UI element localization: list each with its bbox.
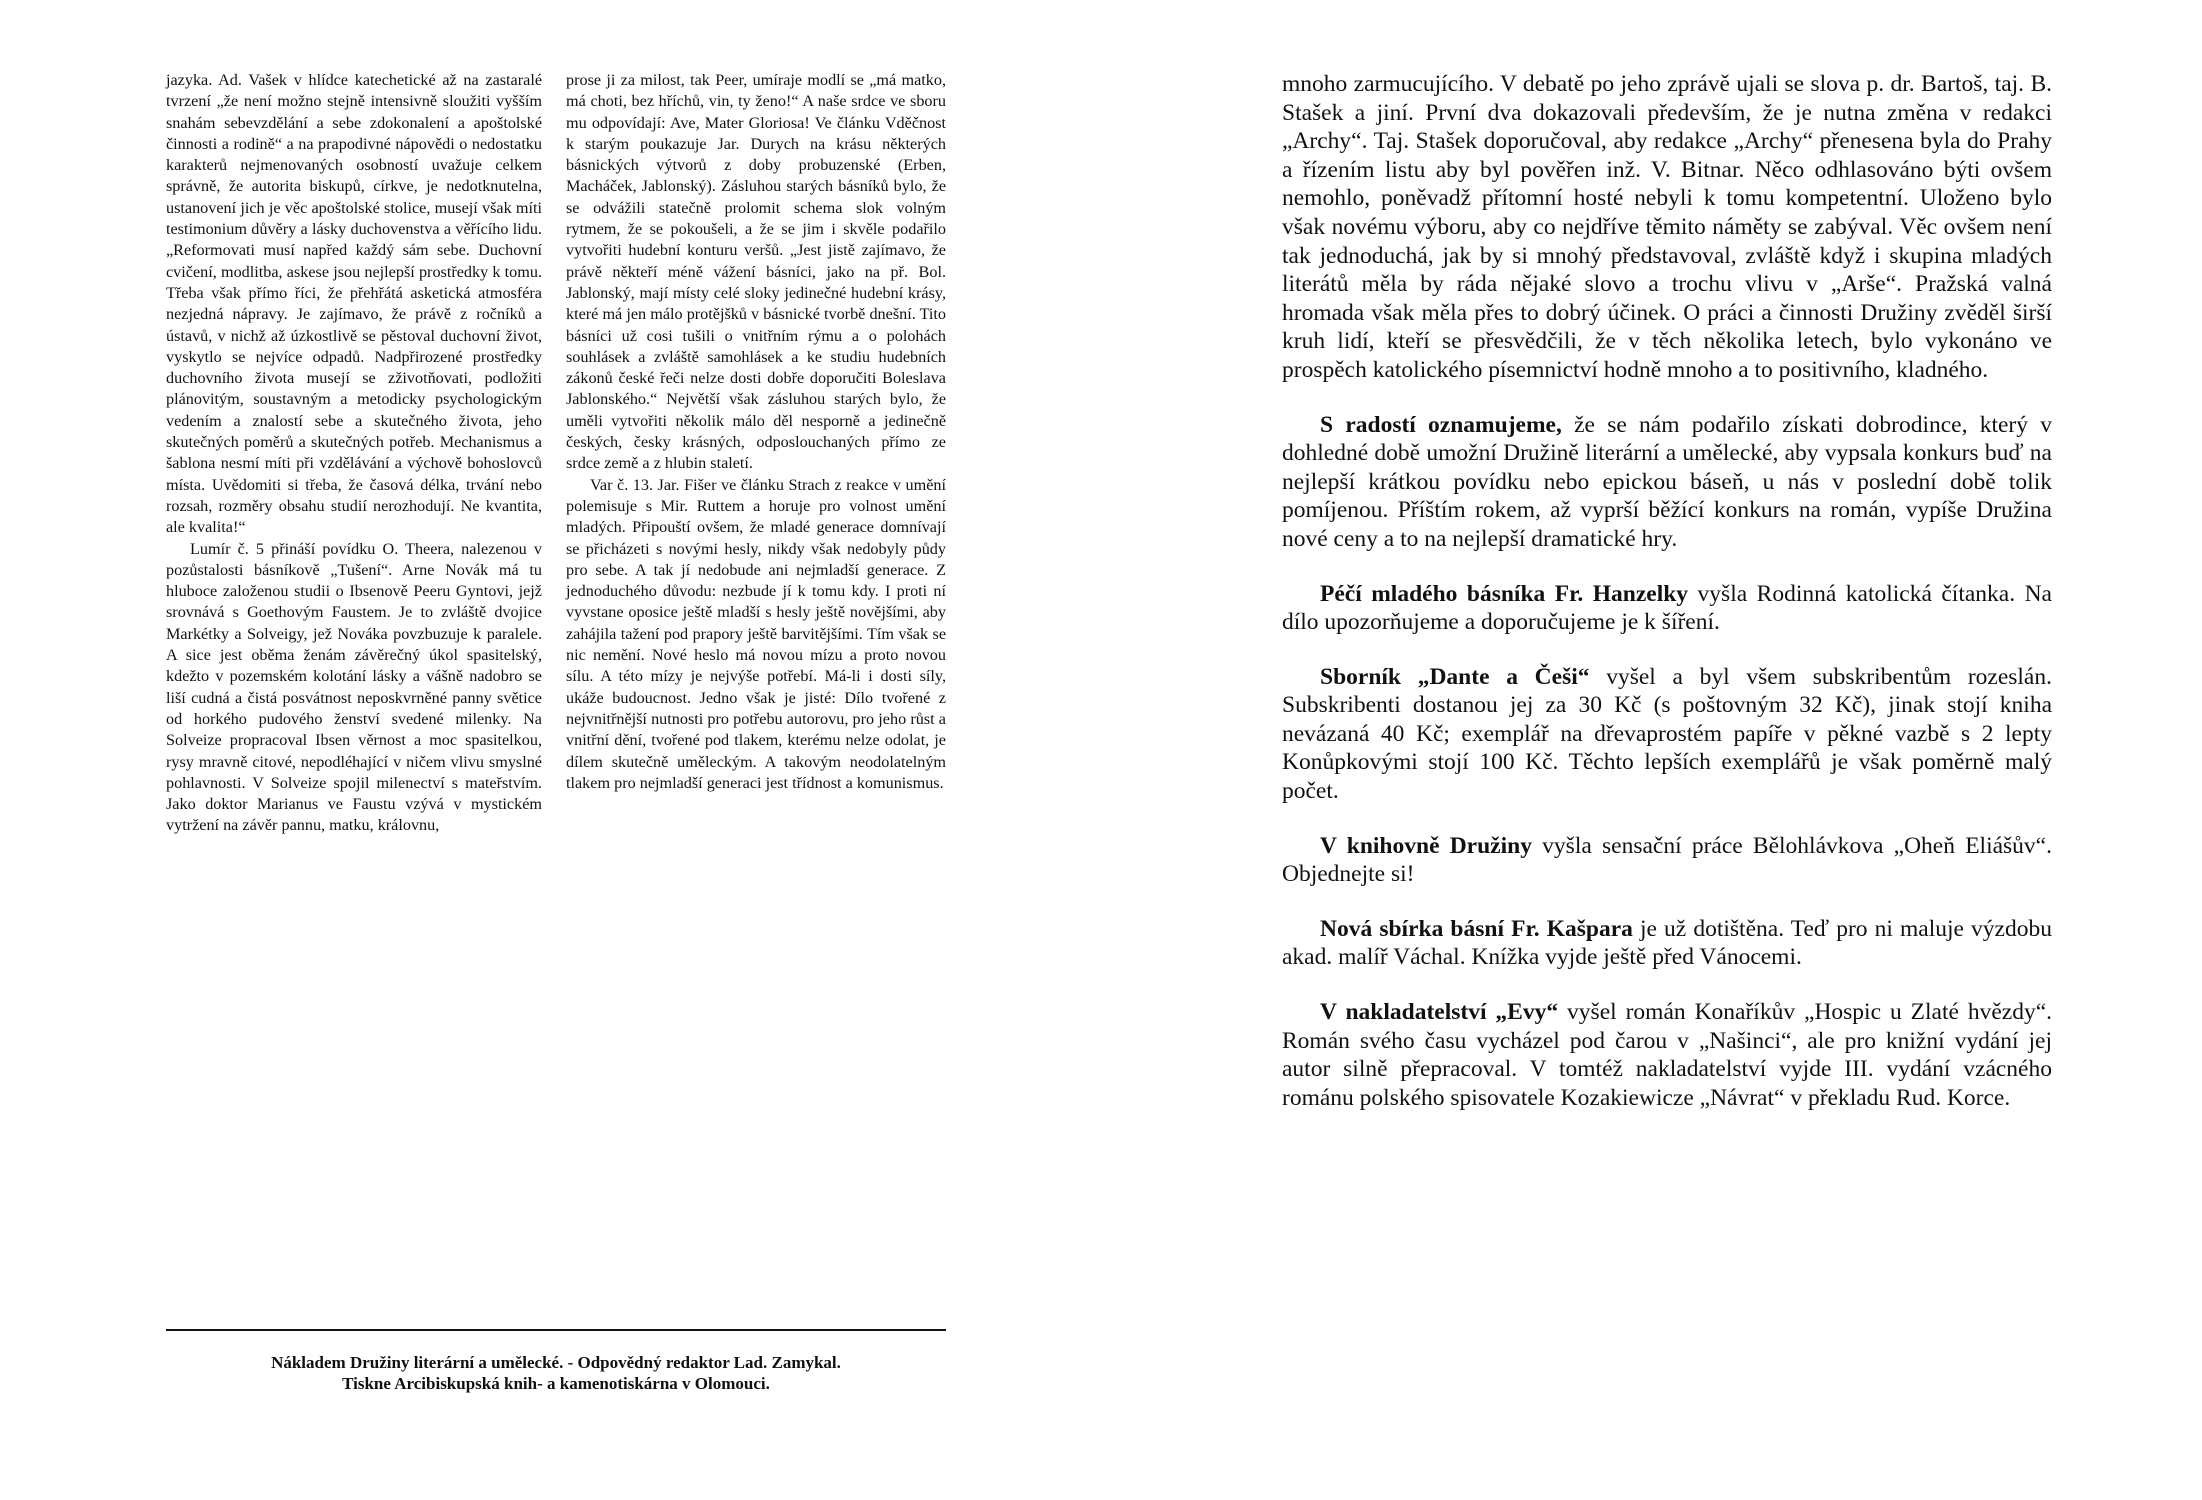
column1-paragraph-1: jazyka. Ad. Vašek v hlídce katechetické až na zastaralé tvrzení „že není možno stejně intensivně sloužiti vyšším snahám sebevzdělání a sebe zdokonalení a apoštolské činnosti a rodině“ a na prapodivné nápovědi o nedostatku karakterů nejmenovaných osobností uvažuje celkem správně, že autorita biskupů, církve, je nedotknutelna, ustanovení jich je věc apoštolské stolice, musejí však míti testimonium důvěry a lásky duchovenstva a věřícího lidu. „Reformovati musí napřed každý sám sebe. Duchovní cvičení, modlitba, askese jsou nejlepší prostředky k tomu. Třeba však přímo říci, že přehřátá asketická atmosféra nezjedná nápravy. Je zajímavo, že právě z ročníků a ústavů, v nichž až úzkostlivě se pěstoval duchovní život, vyskytlo se nejvíce odpadů. Nadpřirozené prostředky duchovního života musejí se zživotňovati, podložiti plánovitým, soustavným a metodicky psychologickým vedením a znalostí sebe a skutečného života, jeho skutečných poměrů a skutečných potřeb. Mechanismus a šablona nesmí míti při vzdělávání a výchově bohoslovců místa. Uvědomiti si třeba, že časová délka, trvání nebo rozsah, rozměry obsahu studií nerozhodují. Ne kvantita, ale kvalita!“ [166, 71, 542, 537]
column1-paragraph-2: Lumír č. 5 přináší povídku O. Theera, nalezenou v pozůstalosti básníkově „Tušení“. Arne Novák má tu hluboce založenou studii o Ibsenově Peeru Gyntovi, jejž srovnává s Goethovým Faustem. Je to zvláště dvojice Markétky a Solveigy, jež Nováka povzbuzuje k paralele. A sice jest oběma ženám závěrečný úkol spasitelský, kdežto v pozemském kolotání lásky a vášně nadobro se liší cudná a čistá posvátnost neposkvrněné panny světice od horkého pudového ženství svedené milenky. Na Solveize propracoval Ibsen věrnost a moc spasitelkou, rysy mravně citové, nepodléhající v ničem vlivu smyslné pohlavnosti. V Solveize spojil milenectví s mateřstvím. Jako doktor Marianus ve Faustu vzývá v mystickém vytržení na závěr pannu, matku, královnu, [166, 539, 542, 835]
notice-lead: Nová sbírka básní Fr. Kašpara [1320, 915, 1633, 942]
notice-text: vyšel a byl všem subskribentům rozeslán. Subskribenti dostanou jej za 30 Kč (s poštovným 32 Kč), jinak stojí kniha nevázaná 40 Kč; exemplář na dřevaprostém papíře v pěkné vazbě s 2 lepty Konůpkovými stojí 100 Kč. Těchto lepších exemplářů je však poměrně malý počet. [1282, 663, 2052, 805]
left-column-2 [566, 70, 946, 794]
notice-citanka [1282, 580, 2052, 637]
imprint-line-1: Nákladem Družiny literární a umělecké. - Odpovědný redaktor Lad. Zamykal. [271, 1353, 841, 1372]
notice-lead: V nakladatelství „Evy“ [1320, 999, 1559, 1026]
notice-text: vyšel román Konaříkův „Hospic u Zlaté hvězdy“. Román svého času vycházel pod čarou v „Našinci“, ale pro knižní vydání jej autor silně přepracoval. V tomtéž nakladatelství vyjde III. vydání vzácného románu polského spisovatele Kozakiewicze „Návrat“ v překladu Rud. Korce. [1282, 999, 2053, 1111]
notice-sbornik [1282, 663, 2052, 806]
notice-kaspar [1282, 915, 2052, 972]
notice-text: že se nám podařilo získati dobrodince, který v dohledné době umožní Družině literární a umělecké, aby vypsala konkurs buď na nejlepší krátkou povídku nebo epickou báseň, u nás v poslední době tolik pomíjenou. Příštím rokem, až vyprší běžící konkurs na román, vypíše Družina nové ceny a to na nejlepší dramatické hry. [1282, 411, 2052, 552]
imprint-footer [166, 1352, 946, 1394]
footer-divider [166, 1329, 946, 1331]
notice-lead: Péčí mladého básníka Fr. Hanzelky [1320, 580, 1689, 607]
notice-knihovna [1282, 832, 2052, 889]
notice-evy [1282, 998, 2052, 1112]
notice-lead: S radostí oznamujeme, [1320, 411, 1562, 438]
column2-paragraph-1: prose ji za milost, tak Peer, umíraje modlí se „má matko, má choti, bez hříchů, vin, ty ženo!“ A naše srdce ve sboru mu odpovídají: Ave, Mater Gloriosa! Ve článku Vděčnost k starým poukazuje Jar. Durych na krásu některých básnických výtvorů z doby probuzenské (Erben, Macháček, Jablonský). Zásluhou starých básníků bylo, že se odvážili statečně prolomit schema slok volným rytmem, že se pokoušeli, a že se jim i skvěle podařilo vytvořiti hudební konturu veršů. „Jest jistě zajímavo, že právě někteří méně vážení básníci, jako na př. Bol. Jablonský, mají místy celé sloky jedinečné hudební krásy, které má jen málo protějšků v básnické tvorbě dnešní. Tito básníci už cosi tušili o vnitřním rýmu a o polohách souhlásek a zvláště samohlásek a ke studiu hudebních zákonů české řeči nelze dosti dobře doporučiti Boleslava Jablonského.“ Největší však zásluhou starých bylo, že uměli vytvořiti několik málo děl nesporně a jedinečně českých, česky krásných, odposlouchaných přímo ze srdce země a z hlubin staletí. [566, 71, 946, 473]
notice-lead: Sborník „Dante a Češi“ [1320, 663, 1590, 690]
imprint-line-2: Tiskne Arcibiskupská knih- a kamenotiskárna v Olomouci. [342, 1374, 770, 1393]
notice-konkurs [1282, 411, 2052, 554]
notice-text: je už dotištěna. Teď pro ni maluje výzdobu akad. malíř Váchal. Knížka vyjde ještě před Vánocemi. [1282, 915, 2052, 971]
column2-paragraph-2: Var č. 13. Jar. Fišer ve článku Strach z reakce v umění polemisuje s Mir. Ruttem a horuje pro volnost umění mladých. Připouští ovšem, že mladé generace domnívají se přicházeti s novými hesly, nikdy však nedobyly půdy pro sebe. A tak jí nedobude ani nejmladší generace. Z jednoduchého důvodu: nezbude jí k tomu kdy. I proti ní vyvstane oposice ještě mladší s hesly ještě novějšími, aby zahájila tažení pod prapory ještě barvitějšími. Tím však se nic nemění. Nové heslo má novou mízu a proto novou sílu. A této mízy je nejvýše potřebí. Má-li i dosti síly, ukáže budoucnost. Jedno však je jisté: Dílo tvořené z nejvnitřnější nutnosti pro potřebu autorovu, pro jeho růst a vnitřní dění, tvořené pod tlakem, kterému nelze odolat, je dílem skutečně uměleckým. A takovým neodolatelným tlakem pro nejmladší generaci jest třídnost a komunismus. [566, 475, 946, 792]
right-page [1282, 70, 2052, 1138]
notice-text: vyšla sensační práce Bělohlávkova „Oheň Eliášův“. Objednejte si! [1282, 832, 2052, 888]
report-paragraph: mnoho zarmucujícího. V debatě po jeho zprávě ujali se slova p. dr. Bartoš, taj. B. Stašek a jiní. První dva dokazovali především, že je nutna změna v redakci „Archy“. Taj. Stašek doporučoval, aby redakce „Archy“ přenesena byla do Prahy a řízením listu aby byl pověřen inž. V. Bitnar. Něco odhlasováno býti ovšem nemohlo, poněvadž přítomní hosté nebyli k tomu kompetentní. Uloženo bylo však novému výboru, aby co nejdříve těmito náměty se zabýval. Věc ovšem není tak jednoduchá, jak by si mnohý představoval, zvláště když i skupina mladých literátů měla by ráda nějaké slovo a trochu vlivu v „Arše“. Pražská valná hromada však měla přes to dobrý účinek. O práci a činnosti Družiny zvěděl širší kruh lidí, kteří se přesvědčili, že v těch několika letech, bylo vykonáno ve prospěch katolického písemnictví hodně mnoho a to positivního, kladného. [1282, 71, 2052, 383]
left-column-1 [166, 70, 542, 837]
notice-text: vyšla Rodinná katolická čítanka. Na dílo upozorňujeme a doporučujeme je k šíření. [1282, 580, 2052, 636]
notice-lead: V knihovně Družiny [1320, 832, 1532, 859]
